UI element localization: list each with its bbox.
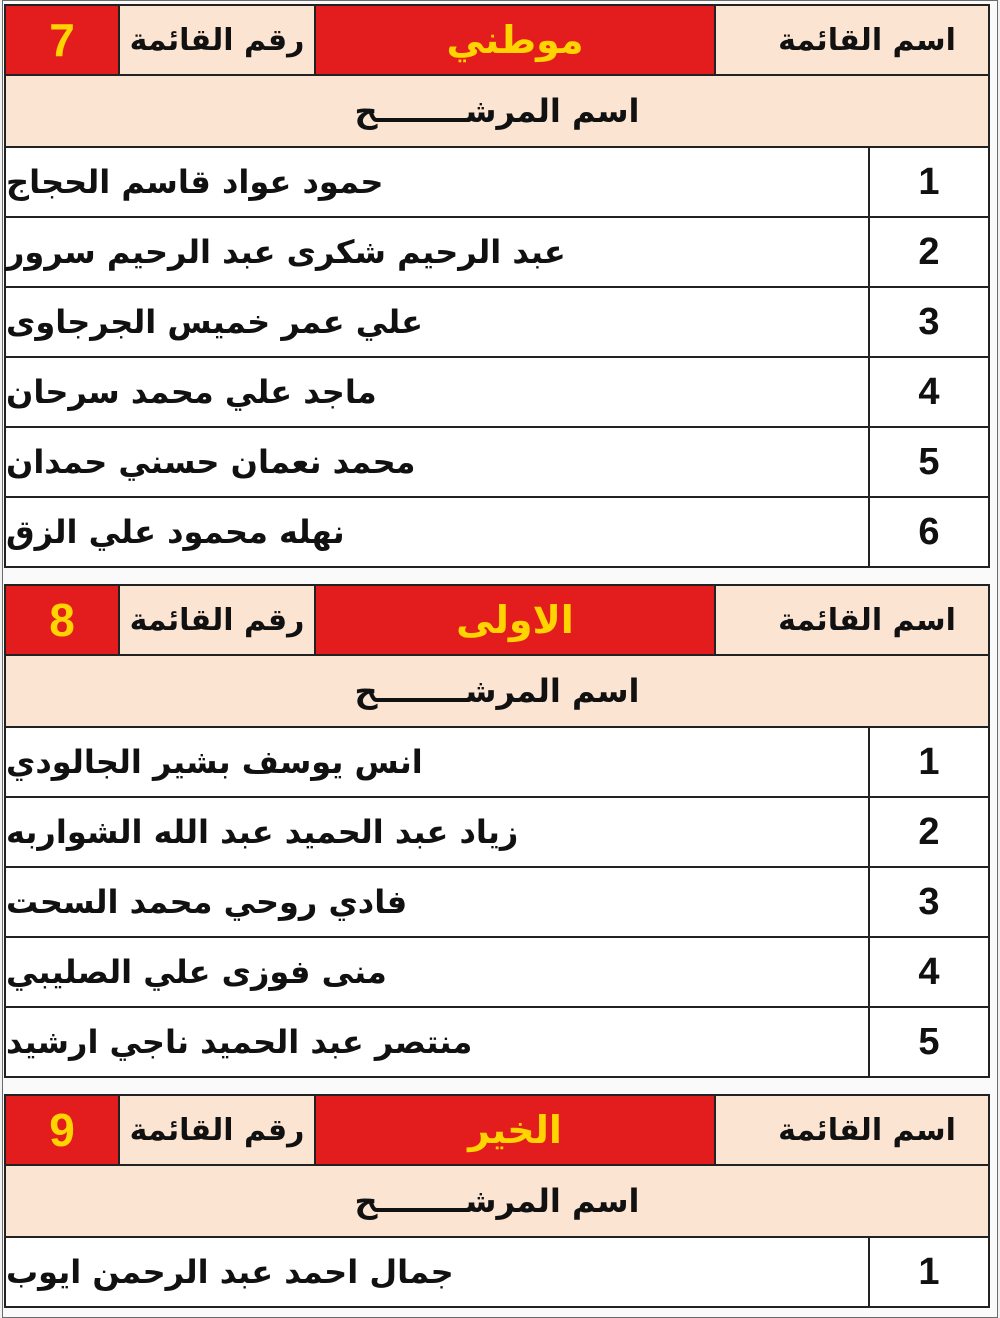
list-name-label: اسم القائمة xyxy=(716,6,988,74)
list-number: 9 xyxy=(6,1096,118,1164)
list-section xyxy=(4,584,990,1078)
list-section xyxy=(4,4,990,568)
candidate-index: 1 xyxy=(868,728,988,796)
candidate-index: 2 xyxy=(868,218,988,286)
candidate-index: 6 xyxy=(868,498,988,566)
candidate-index: 1 xyxy=(868,1238,988,1306)
candidate-name-header: اسم المرشــــــــح xyxy=(4,1166,990,1238)
candidate-index: 3 xyxy=(868,288,988,356)
list-number-label: رقم القائمة xyxy=(120,6,314,74)
table-row xyxy=(4,798,990,868)
candidate-name: نهله محمود علي الزق xyxy=(6,513,345,551)
table-row xyxy=(4,938,990,1008)
candidate-name: انس يوسف بشير الجالودي xyxy=(6,743,423,781)
candidate-index: 5 xyxy=(868,428,988,496)
list-number-label: رقم القائمة xyxy=(120,1096,314,1164)
table-row xyxy=(4,428,990,498)
list-name: موطني xyxy=(316,6,714,74)
list-number: 8 xyxy=(6,586,118,654)
candidate-name: منتصر عبد الحميد ناجي ارشيد xyxy=(6,1023,473,1061)
candidate-name: محمد نعمان حسني حمدان xyxy=(6,443,416,481)
list-name: الاولى xyxy=(316,586,714,654)
candidate-index: 5 xyxy=(868,1008,988,1076)
table-row xyxy=(4,498,990,568)
list-header xyxy=(4,584,990,656)
candidate-name: حمود عواد قاسم الحجاج xyxy=(6,163,384,201)
candidate-index: 2 xyxy=(868,798,988,866)
table-row xyxy=(4,728,990,798)
candidate-name-header: اسم المرشــــــــح xyxy=(4,76,990,148)
table-row xyxy=(4,148,990,218)
list-header xyxy=(4,1094,990,1166)
list-name-label: اسم القائمة xyxy=(716,1096,988,1164)
candidate-name: فادي روحي محمد السحت xyxy=(6,883,408,921)
table-row xyxy=(4,1008,990,1078)
table-row xyxy=(4,288,990,358)
candidate-name-header: اسم المرشــــــــح xyxy=(4,656,990,728)
list-section xyxy=(4,1094,990,1308)
table-row xyxy=(4,218,990,288)
list-number: 7 xyxy=(6,6,118,74)
list-header xyxy=(4,4,990,76)
candidate-name: عبد الرحيم شكرى عبد الرحيم سرور xyxy=(6,233,566,271)
list-number-label: رقم القائمة xyxy=(120,586,314,654)
table-row xyxy=(4,1238,990,1308)
candidate-index: 3 xyxy=(868,868,988,936)
list-name: الخير xyxy=(316,1096,714,1164)
table-row xyxy=(4,868,990,938)
candidate-name: منى فوزى علي الصليبي xyxy=(6,953,387,991)
candidate-name: زياد عبد الحميد عبد الله الشواربه xyxy=(6,813,519,851)
candidate-name: ماجد علي محمد سرحان xyxy=(6,373,377,411)
candidate-index: 1 xyxy=(868,148,988,216)
candidate-index: 4 xyxy=(868,358,988,426)
candidate-name: جمال احمد عبد الرحمن ايوب xyxy=(6,1253,454,1291)
list-name-label: اسم القائمة xyxy=(716,586,988,654)
candidate-name: علي عمر خميس الجرجاوى xyxy=(6,303,423,341)
candidate-index: 4 xyxy=(868,938,988,1006)
table-row xyxy=(4,358,990,428)
